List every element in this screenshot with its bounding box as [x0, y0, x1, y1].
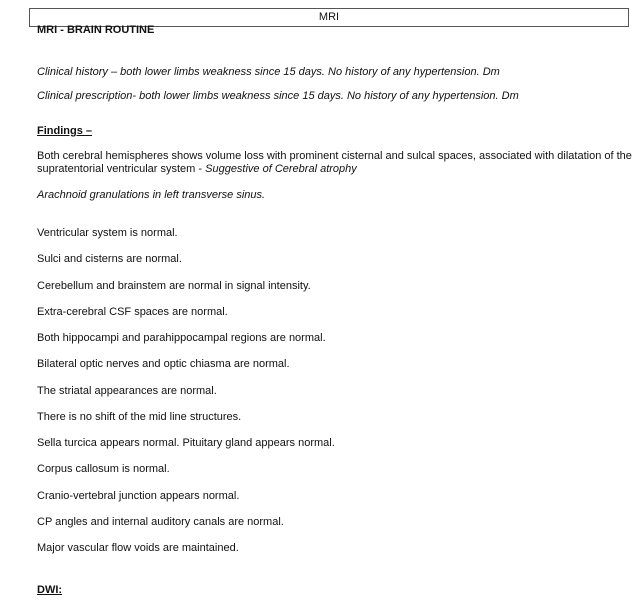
finding-item: The striatal appearances are normal.: [37, 384, 217, 397]
finding-item: There is no shift of the mid line structures.: [37, 410, 242, 423]
finding-item: Corpus callosum is normal.: [37, 463, 170, 476]
findings-main: Both cerebral hemispheres shows volume loss with prominent cisternal and sulcal spaces, associated with dilatation of the supratentorial ventricular system -: [37, 150, 632, 175]
finding-item: Extra-cerebral CSF spaces are normal.: [37, 305, 228, 318]
finding-item: Sella turcica appears normal. Pituitary gland appears normal.: [37, 437, 335, 449]
finding-item: Sulci and cisterns are normal.: [37, 253, 182, 266]
finding-item: Both hippocampi and parahippocampal regions are normal.: [37, 332, 326, 344]
findings-paragraph: [37, 150, 632, 176]
finding-item: Cranio-vertebral junction appears normal.: [37, 489, 240, 502]
finding-item: Bilateral optic nerves and optic chiasma are normal.: [37, 358, 290, 371]
finding-item: Ventricular system is normal.: [37, 227, 178, 239]
dwi-heading: DWI:: [37, 584, 63, 596]
clinical-prescription: Clinical prescription- both lower limbs weakness since 15 days. No history of any hypertension. Dm: [37, 90, 519, 102]
study-title: MRI - BRAIN ROUTINE: [37, 24, 155, 36]
arachnoid-finding: Arachnoid granulations in left transverse sinus.: [37, 189, 266, 201]
findings-heading: Findings –: [37, 125, 92, 137]
finding-item: CP angles and internal auditory canals are normal.: [37, 515, 284, 528]
clinical-history: Clinical history – both lower limbs weakness since 15 days. No history of any hypertension. Dm: [37, 66, 500, 78]
section-header: MRI: [29, 8, 629, 27]
finding-item: Cerebellum and brainstem are normal in signal intensity.: [37, 279, 311, 292]
finding-item: Major vascular flow voids are maintained.: [37, 542, 239, 554]
findings-impression: Suggestive of Cerebral atrophy: [205, 163, 357, 175]
